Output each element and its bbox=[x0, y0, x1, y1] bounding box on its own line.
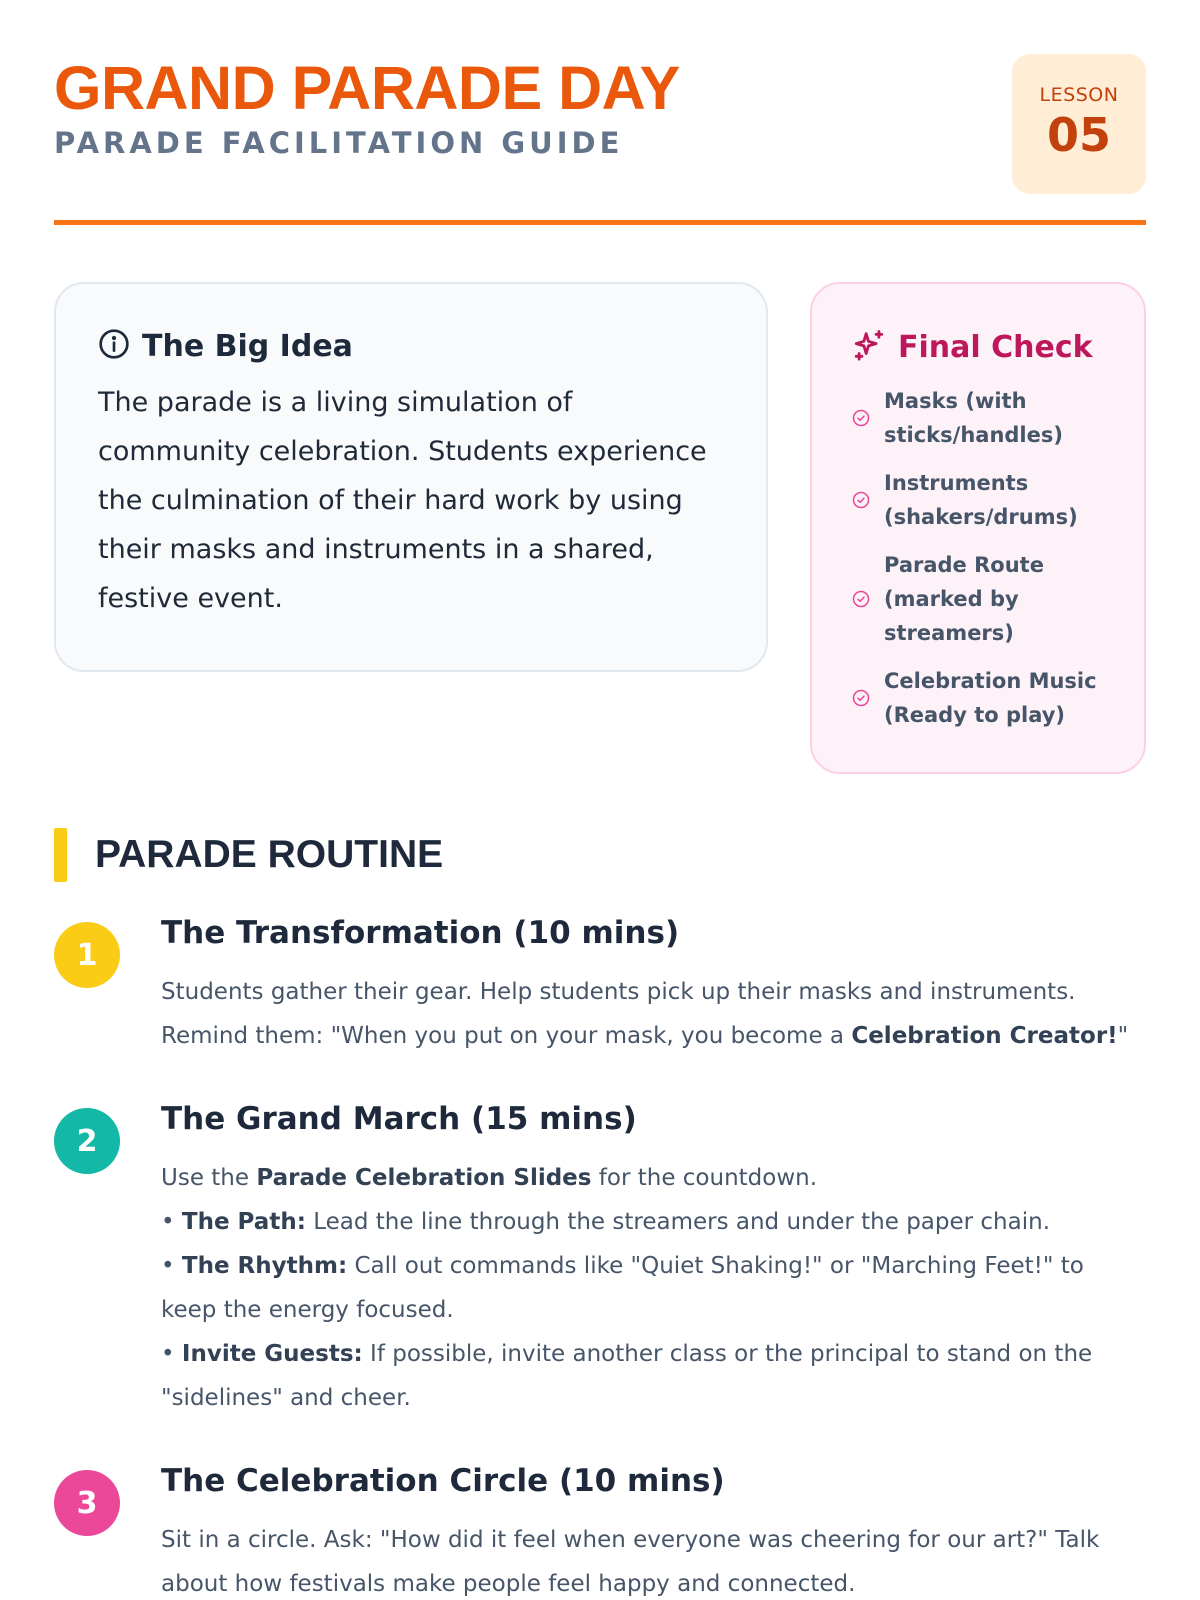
big-idea-card bbox=[54, 282, 768, 672]
big-idea-title: The Big Idea bbox=[142, 328, 353, 364]
check-circle-icon bbox=[852, 590, 870, 608]
step-bullet: • The Rhythm: Call out commands like "Quiet Shaking!" or "Marching Feet!" to keep the energy focused. bbox=[161, 1253, 1084, 1324]
step-number-badge: 1 bbox=[54, 922, 120, 988]
step-text-part: " bbox=[1117, 1023, 1129, 1050]
bullet-text: If possible, invite another class or the principal to stand on the "sidelines" and cheer. bbox=[161, 1341, 1093, 1412]
header-divider bbox=[54, 220, 1146, 225]
bullet-label: Invite Guests: bbox=[181, 1341, 363, 1368]
section-title: PARADE ROUTINE bbox=[95, 833, 444, 876]
lesson-label: LESSON bbox=[1039, 84, 1119, 106]
step-title: The Grand March (15 mins) bbox=[161, 1101, 637, 1137]
step-title: The Transformation (10 mins) bbox=[161, 915, 680, 951]
step-emphasis: Celebration Creator! bbox=[851, 1023, 1118, 1050]
checklist-item[interactable] bbox=[852, 384, 1114, 452]
bullet-label: The Path: bbox=[181, 1209, 306, 1236]
checklist-item[interactable] bbox=[852, 664, 1114, 732]
checklist-item-label: Parade Route (marked by streamers) bbox=[884, 553, 1044, 645]
step-text bbox=[161, 970, 1146, 1058]
step-content bbox=[161, 915, 1146, 1058]
step-intro bbox=[161, 1156, 1146, 1200]
page-header bbox=[54, 54, 1146, 224]
sparkles-icon bbox=[852, 328, 886, 366]
step-bullet: • Invite Guests: If possible, invite another class or the principal to stand on the "sidelines" and cheer. bbox=[161, 1341, 1093, 1412]
step-number-badge: 3 bbox=[54, 1470, 120, 1536]
checklist-item-label: Celebration Music (Ready to play) bbox=[884, 669, 1097, 727]
page-subtitle: PARADE FACILITATION GUIDE bbox=[54, 126, 624, 160]
big-idea-heading bbox=[98, 328, 724, 364]
step-text: Sit in a circle. Ask: "How did it feel when everyone was cheering for our art?" Talk about how festivals make people feel happy and connected. bbox=[161, 1527, 1100, 1598]
step-content bbox=[161, 1463, 1146, 1600]
checklist-item[interactable] bbox=[852, 466, 1114, 534]
check-circle-icon bbox=[852, 689, 870, 707]
step-emphasis: Parade Celebration Slides bbox=[256, 1165, 592, 1192]
check-circle-icon bbox=[852, 409, 870, 427]
final-check-heading bbox=[852, 328, 1114, 366]
final-check-list bbox=[852, 384, 1114, 732]
bullet-text: Lead the line through the streamers and under the paper chain. bbox=[305, 1209, 1050, 1236]
step-bullet: • The Path: Lead the line through the streamers and under the paper chain. bbox=[161, 1209, 1050, 1236]
section-accent-bar bbox=[54, 828, 67, 882]
big-idea-text: The parade is a living simulation of community celebration. Students experience the culmination of their hard work by using their masks and instruments in a shared, festive event. bbox=[98, 387, 707, 614]
info-icon bbox=[98, 328, 130, 364]
bullet-label: The Rhythm: bbox=[181, 1253, 348, 1280]
step-text-part: Students gather their gear. Help students pick up their masks and instruments. Remind them: "When you put on your mask, you become a bbox=[161, 979, 1076, 1050]
lesson-badge bbox=[1012, 54, 1146, 194]
checklist-item[interactable] bbox=[852, 548, 1114, 650]
step-title: The Celebration Circle (10 mins) bbox=[161, 1463, 725, 1499]
bullet-text: Call out commands like "Quiet Shaking!" or "Marching Feet!" to keep the energy focused. bbox=[161, 1253, 1084, 1324]
step-number-badge: 2 bbox=[54, 1108, 120, 1174]
parade-routine-heading bbox=[54, 828, 443, 882]
final-check-card bbox=[810, 282, 1146, 774]
final-check-title: Final Check bbox=[898, 329, 1093, 365]
step-content bbox=[161, 1101, 1146, 1420]
step-text bbox=[161, 1156, 1146, 1420]
step-text-part: for the countdown. bbox=[591, 1165, 818, 1192]
lesson-number: 05 bbox=[1046, 108, 1111, 162]
page-title: GRAND PARADE DAY bbox=[54, 54, 680, 122]
checklist-item-label: Instruments (shakers/drums) bbox=[884, 471, 1078, 529]
checklist-item-label: Masks (with sticks/handles) bbox=[884, 389, 1063, 447]
check-circle-icon bbox=[852, 491, 870, 509]
step-text-part: Use the bbox=[161, 1165, 257, 1192]
